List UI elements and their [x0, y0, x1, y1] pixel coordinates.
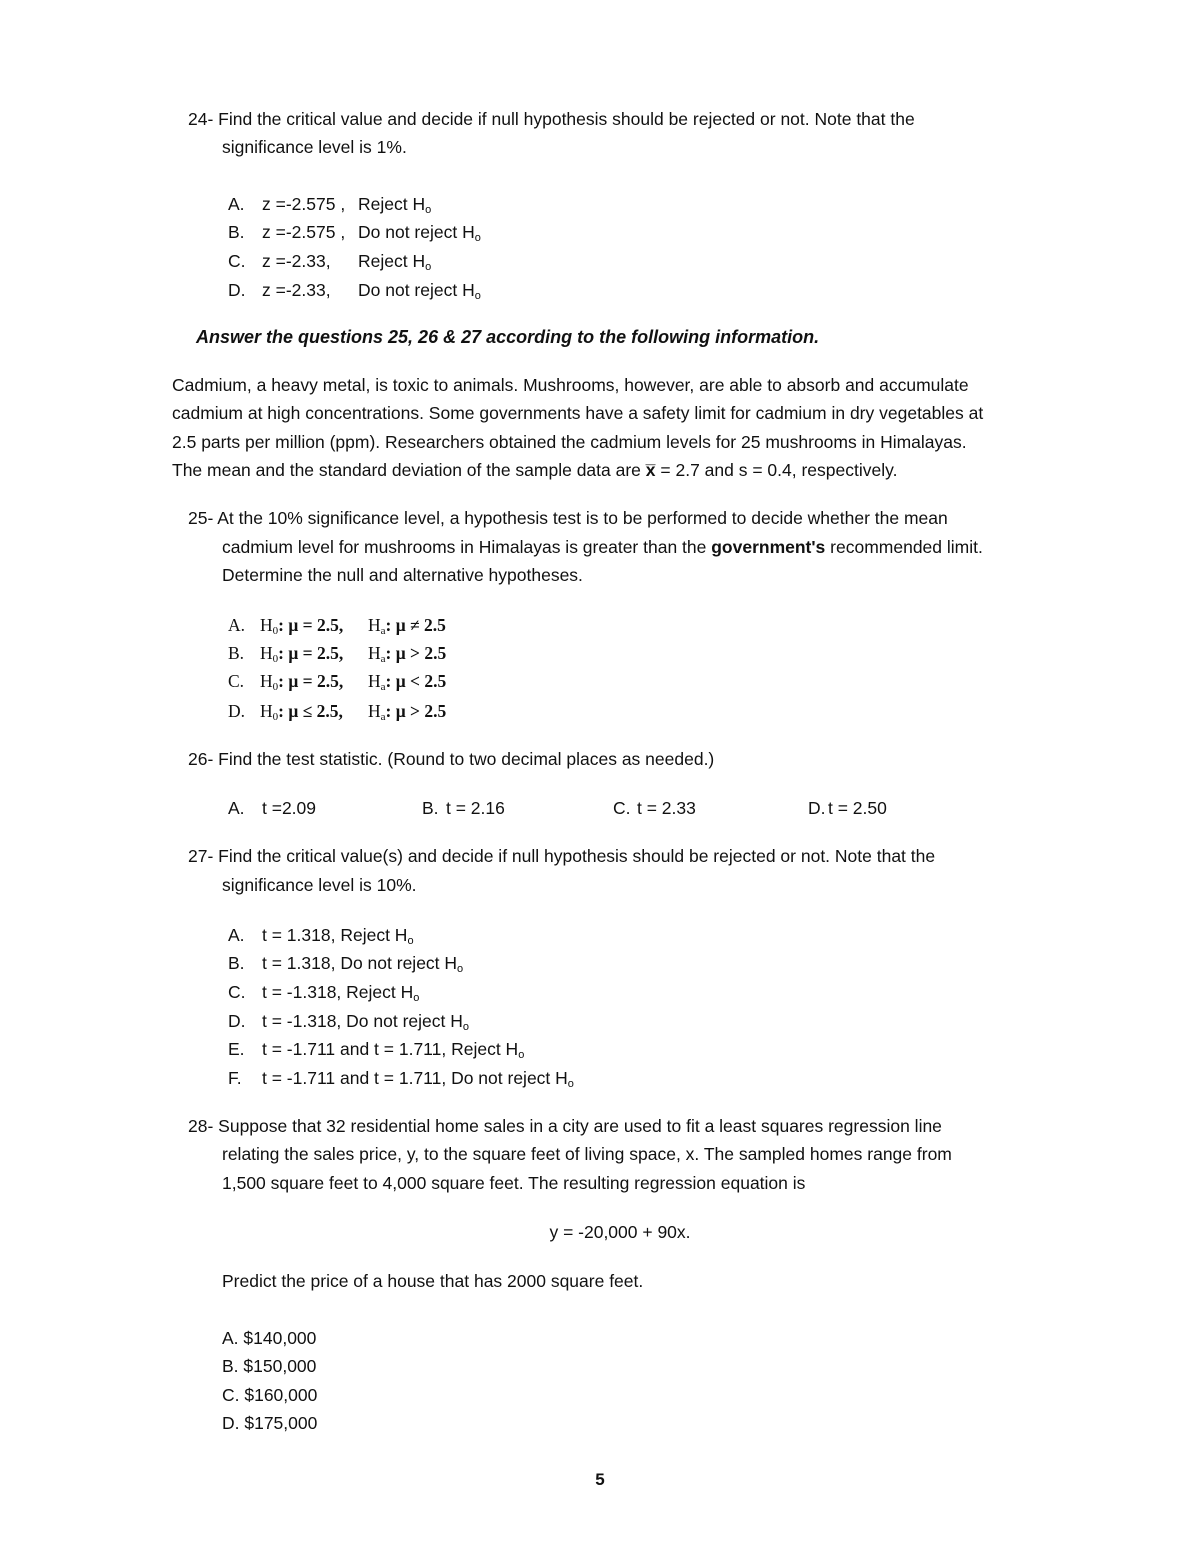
question-25-line-1: 25- At the 10% significance level, a hypothesis test is to be performed to decide whether the mean [188, 508, 948, 528]
q27-option-d: D. t = -1.318, Do not reject $H_o$ [228, 1011, 469, 1033]
q24-option-b: B. z =-2.575 , Do not reject $H_o$ [228, 222, 481, 244]
question-25-number: 25- [188, 508, 214, 528]
regression-equation: y = -20,000 + 90x. [549, 1222, 691, 1242]
question-24-text: Find the critical value and decide if null hypothesis should be rejected or not. Note that the [218, 109, 915, 129]
q26-option-c: C. t = 2.33 [613, 798, 696, 818]
q24-option-d: D. z =-2.33, Do not reject $H_o$ [228, 280, 481, 302]
q26-option-a: A. t =2.09 [228, 798, 317, 818]
question-25-line-2: cadmium level for mushrooms in Himalayas is greater than the government's recommended limit. [222, 537, 983, 557]
q25-option-c: C. $H_0$: μ = 2.5, $H_a$: μ < 2.5 [228, 671, 447, 693]
question-28-prompt: Predict the price of a house that has 2000 square feet. [222, 1271, 644, 1291]
q28-option-d: D. $175,000 [222, 1413, 318, 1433]
q28-option-b: B. $150,000 [222, 1356, 317, 1376]
question-28-number: 28- [188, 1116, 214, 1136]
question-27-line-1: 27- Find the critical value(s) and decide if null hypothesis should be rejected or not. Note that the [188, 846, 936, 866]
question-24-line-1 [188, 108, 915, 130]
section-heading: Answer the questions 25, 26 & 27 according to the following information. [196, 327, 820, 347]
info-line-3: 2.5 parts per million (ppm). Researchers obtained the cadmium levels for 25 mushrooms in Himalayas. [172, 432, 967, 452]
q28-option-c: C. $160,000 [222, 1385, 318, 1405]
q27-option-e: E. t = -1.711 and t = 1.711, Reject $H_o$ [228, 1039, 525, 1061]
q26-option-d: D. t = 2.50 [808, 798, 887, 818]
q25-option-a: A. $H_0$: μ = 2.5, $H_a$: μ ≠ 2.5 [228, 615, 446, 637]
q28-option-a: A. $140,000 [222, 1328, 317, 1348]
info-line-1: Cadmium, a heavy metal, is toxic to animals. Mushrooms, however, are able to absorb and accumulate [172, 375, 969, 395]
question-28-line-3: 1,500 square feet to 4,000 square feet. The resulting regression equation is [222, 1173, 806, 1193]
info-line-2: cadmium at high concentrations. Some governments have a safety limit for cadmium in dry vegetables at [172, 403, 984, 423]
question-28-line-2: relating the sales price, y, to the square feet of living space, x. The sampled homes range from [222, 1144, 952, 1164]
info-line-4: The mean and the standard deviation of the sample data are x̅ = 2.7 and s = 0.4, respectively. [172, 460, 898, 480]
question-25-line-3: Determine the null and alternative hypotheses. [222, 565, 583, 585]
q25-option-b: B. $H_0$: μ = 2.5, $H_a$: μ > 2.5 [228, 643, 447, 665]
question-24-number: 24- [188, 109, 214, 129]
q27-option-b: B. t = 1.318, Do not reject $H_o$ [228, 953, 464, 975]
page-number: 5 [595, 1470, 605, 1489]
q26-option-b: B. t = 2.16 [422, 798, 505, 818]
q27-option-a: A. t = 1.318, Reject $H_o$ [228, 925, 414, 947]
x-bar-symbol: x̅ [645, 460, 656, 480]
question-28-line-1: 28- Suppose that 32 residential home sales in a city are used to fit a least squares regression line [188, 1116, 942, 1136]
q24-option-a: A. z =-2.575 , Reject $H_o$ [228, 194, 432, 216]
question-26-number: 26- [188, 749, 214, 769]
q24-option-c: C. z =-2.33, Reject $H_o$ [228, 251, 432, 273]
question-26-line-1: 26- Find the test statistic. (Round to two decimal places as needed.) [188, 749, 715, 769]
q27-option-f: F. t = -1.711 and t = 1.711, Do not reject $H_o$ [228, 1068, 574, 1090]
question-24-line-2: significance level is 1%. [222, 137, 407, 157]
question-27-number: 27- [188, 846, 214, 866]
q27-option-c: C. t = -1.318, Reject $H_o$ [228, 982, 420, 1004]
q25-option-d: D. $H_0$: μ ≤ 2.5, $H_a$: μ > 2.5 [228, 701, 447, 723]
question-27-line-2: significance level is 10%. [222, 875, 417, 895]
